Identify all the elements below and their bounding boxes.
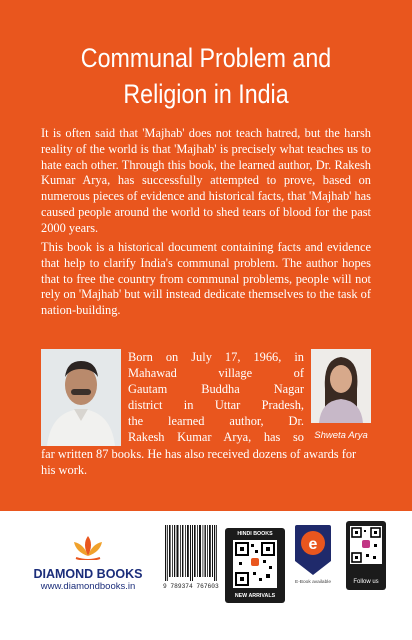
co-author-caption: Shweta Arya: [314, 430, 368, 441]
isbn-barcode: [163, 521, 219, 583]
bio-line: Gautam Buddha Nagar: [128, 382, 304, 397]
author-bio-continued: far written 87 books. He has also received dozens of awards for his work.: [41, 447, 357, 478]
follow-us-qr-card[interactable]: [346, 521, 386, 590]
publisher-url[interactable]: www.diamondbooks.in: [40, 581, 136, 592]
title-line-2: Religion in India: [123, 79, 289, 109]
bio-line: Born on July 17, 1966, in: [128, 350, 304, 364]
bio-line: Mahawad village of: [128, 366, 304, 381]
qr-code-icon: [350, 526, 382, 564]
co-author-photo: [311, 349, 371, 423]
bio-line: Rakesh Kumar Arya, has so: [128, 430, 304, 445]
follow-us-label: Follow us: [353, 579, 379, 585]
qr-code-icon: [233, 540, 277, 588]
hindi-books-qr-card[interactable]: [225, 528, 285, 603]
blurb-paragraph-1: It is often said that 'Majhab' does not teach hatred, but the harsh reality of the world is that 'Majhab' is precisely what teaches us to hate each other. Through this book, the learned author, Dr. Rakesh Kumar Arya, has successfully attempted to prove, based on numerous pieces of evidence and historical facts, that 'Majhab' has caused people around the world to shed tears of blood for the past 2000 years.: [41, 126, 371, 235]
lotus-icon: [70, 534, 106, 560]
svg-text:e: e: [308, 536, 318, 553]
publisher-name: DIAMOND BOOKS: [33, 567, 143, 581]
bio-line: district in Uttar Pradesh,: [128, 398, 304, 413]
publisher-logo: [26, 534, 150, 592]
ebook-available-label: E-Book available: [295, 580, 331, 585]
title-line-1: Communal Problem and: [80, 43, 332, 73]
author-photo: [41, 349, 121, 446]
bio-line: the learned author, Dr.: [128, 414, 304, 429]
new-arrivals-label: NEW ARRIVALS: [234, 593, 276, 599]
book-title: [29, 40, 383, 112]
isbn-number: 9 789374 767603: [163, 583, 219, 590]
blurb-paragraph-2: This book is a historical document containing facts and evidence that help to clarify India's communal problem. The author hopes that to free the country from communal problems, people will not rely on 'Majhab' but will instead dedicate themselves to the task of nation-building.: [41, 240, 371, 318]
author-bio-wrapped: [128, 349, 304, 446]
hindi-books-label: HINDI BOOKS: [237, 531, 273, 537]
